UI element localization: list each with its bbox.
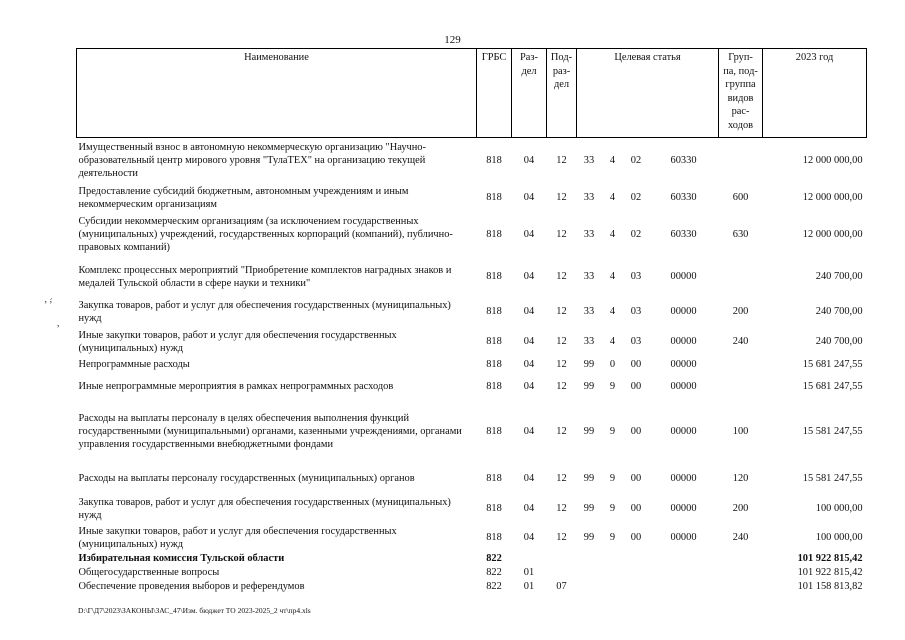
row-target-direction: 00000	[670, 306, 697, 317]
file-path-footer: D:\Г\Д7\2023\ЗАКОНЫ\ЗАС_47\Изм. бюджет ТО 2023-2025_2 чт\пр4.xls	[78, 606, 311, 615]
row-target-type	[602, 552, 624, 566]
row-sum: 101 158 813,82	[797, 581, 863, 592]
row-sum: 12 000 000,00	[802, 229, 863, 240]
row-razdel: 04	[523, 155, 535, 167]
row-podrazdel: 12	[556, 271, 567, 282]
row-name: Расходы на выплаты персоналу в целях обеспечения выполнения функций государственными (муниципальными) органами, казенными учреждениями, органами управления государственными внебюджетными фондами	[78, 413, 462, 450]
row-target-direction: 60330	[670, 155, 697, 167]
row-sum: 101 922 815,42	[797, 553, 863, 564]
table-row	[77, 356, 867, 374]
row-target-event: 03	[630, 271, 642, 282]
row-target-type: 0	[609, 359, 616, 370]
row-razdel: 04	[523, 192, 535, 203]
row-grbs: 818	[486, 381, 502, 392]
row-sum: 240 700,00	[815, 336, 863, 347]
row-razdel	[512, 552, 547, 566]
row-expense-group: 200	[732, 503, 749, 514]
row-target-type: 9	[609, 532, 616, 543]
row-razdel: 04	[523, 336, 535, 347]
row-expense-group	[719, 374, 763, 400]
row-target-direction: 60330	[670, 229, 697, 240]
row-target-type	[602, 580, 624, 594]
budget-table	[76, 48, 867, 594]
row-target-type: 4	[609, 229, 616, 240]
margin-mark: ’ ’́	[44, 300, 53, 311]
row-target-program: 99	[583, 359, 595, 370]
row-target-event: 02	[630, 229, 642, 240]
row-name: Имущественный взнос в автономную некоммерческую организацию "Научно-образовательный центр мирового уровня "ТулаТЕХ" на организацию текущей деятельности	[78, 142, 426, 180]
row-razdel: 04	[523, 359, 535, 370]
row-target-direction	[649, 566, 719, 580]
row-target-type: 4	[609, 155, 616, 167]
row-target-event: 03	[630, 336, 642, 347]
row-grbs: 818	[486, 532, 502, 543]
row-podrazdel: 07	[556, 581, 567, 592]
row-grbs: 818	[486, 359, 502, 370]
row-target-program: 99	[583, 473, 595, 484]
header-year: 2023 год	[763, 49, 867, 138]
header-podrazdel: Под- раз- дел	[547, 49, 577, 138]
row-sum: 15 681 247,55	[802, 359, 863, 370]
row-target-direction: 00000	[670, 473, 697, 484]
row-target-event	[624, 566, 649, 580]
table-row	[77, 258, 867, 296]
row-razdel: 04	[523, 271, 535, 282]
table-row	[77, 524, 867, 552]
row-target-event: 00	[630, 381, 642, 392]
row-podrazdel: 12	[556, 473, 567, 484]
row-target-direction: 00000	[670, 336, 697, 347]
row-target-direction: 60330	[670, 192, 697, 203]
row-sum: 100 000,00	[815, 503, 863, 514]
row-expense-group	[719, 138, 763, 184]
row-name: Иные закупки товаров, работ и услуг для обеспечения государственных (муниципальных) нужд	[78, 329, 397, 354]
row-razdel: 04	[523, 229, 535, 240]
row-grbs: 818	[486, 426, 502, 437]
row-target-type: 9	[609, 381, 616, 392]
row-target-direction: 00000	[670, 359, 697, 370]
row-target-program: 33	[583, 229, 595, 240]
row-grbs: 818	[486, 192, 502, 203]
row-grbs: 818	[486, 503, 502, 514]
row-target-event: 03	[630, 306, 642, 317]
page-number: 129	[444, 34, 461, 46]
row-sum: 240 700,00	[815, 306, 863, 317]
row-target-type: 9	[609, 473, 616, 484]
row-target-type: 9	[609, 503, 616, 514]
row-target-program	[577, 566, 602, 580]
row-razdel: 01	[523, 567, 535, 578]
row-target-type: 4	[609, 271, 616, 282]
row-name: Избирательная комиссия Тульской области	[78, 553, 285, 564]
table-row	[77, 580, 867, 594]
row-razdel: 04	[523, 532, 535, 543]
row-target-program: 33	[583, 306, 595, 317]
row-target-event: 00	[630, 426, 642, 437]
row-expense-group	[719, 552, 763, 566]
row-target-program: 33	[583, 336, 595, 347]
row-sum: 15 681 247,55	[802, 381, 863, 392]
row-razdel: 04	[523, 306, 535, 317]
row-target-program	[577, 580, 602, 594]
row-podrazdel	[547, 552, 577, 566]
row-name: Расходы на выплаты персоналу государственных (муниципальных) органов	[78, 473, 415, 484]
table-row	[77, 464, 867, 494]
row-name: Обеспечение проведения выборов и референдумов	[78, 581, 305, 592]
row-target-type: 4	[609, 336, 616, 347]
row-podrazdel	[547, 566, 577, 580]
row-razdel: 04	[523, 473, 535, 484]
row-target-event: 00	[630, 473, 642, 484]
row-expense-group: 100	[732, 426, 749, 437]
table-header-row	[77, 49, 867, 138]
row-target-event: 02	[630, 192, 642, 203]
row-target-event	[624, 580, 649, 594]
row-target-type: 9	[609, 426, 616, 437]
row-target-program: 33	[583, 271, 595, 282]
row-target-program: 99	[583, 503, 595, 514]
table-row	[77, 400, 867, 464]
header-expense-group: Груп- па, под- группа видов рас- ходов	[719, 49, 763, 138]
row-podrazdel: 12	[556, 503, 567, 514]
row-podrazdel: 12	[556, 306, 567, 317]
row-target-program: 99	[583, 381, 595, 392]
row-target-program	[577, 552, 602, 566]
row-expense-group	[719, 258, 763, 296]
row-target-direction: 00000	[670, 503, 697, 514]
row-target-type	[602, 566, 624, 580]
row-name: Закупка товаров, работ и услуг для обеспечения государственных (муниципальных) нужд	[78, 496, 451, 521]
row-target-program: 33	[583, 155, 595, 167]
row-target-event: 00	[630, 503, 642, 514]
row-name: Закупка товаров, работ и услуг для обеспечения государственных (муниципальных) нужд	[78, 299, 451, 324]
row-grbs: 822	[486, 553, 502, 564]
row-target-direction	[649, 552, 719, 566]
row-expense-group: 240	[732, 336, 749, 347]
row-name: Субсидии некоммерческим организациям (за исключением государственных (муниципальных) учреждений, государственных корпораций (компаний), публично-правовых компаний)	[78, 216, 453, 253]
row-razdel: 04	[523, 503, 535, 514]
row-grbs: 822	[486, 567, 502, 578]
row-grbs: 818	[486, 155, 502, 167]
margin-mark: ,	[57, 318, 60, 329]
row-name: Предоставление субсидий бюджетным, автономным учреждениям и иным некоммерческим организациям	[78, 185, 409, 210]
row-target-direction: 00000	[670, 381, 697, 392]
row-grbs: 818	[486, 271, 502, 282]
row-grbs: 818	[486, 336, 502, 347]
row-sum: 15 581 247,55	[802, 426, 863, 437]
row-target-direction: 00000	[670, 426, 697, 437]
row-target-program: 99	[583, 426, 595, 437]
row-sum: 240 700,00	[815, 271, 863, 282]
table-row	[77, 552, 867, 566]
table-row	[77, 138, 867, 184]
row-target-direction: 00000	[670, 532, 697, 543]
row-expense-group: 600	[732, 192, 749, 203]
table-row	[77, 328, 867, 356]
row-sum: 101 922 815,42	[797, 567, 863, 578]
row-grbs: 818	[486, 473, 502, 484]
row-target-direction	[649, 580, 719, 594]
row-name: Иные закупки товаров, работ и услуг для обеспечения государственных (муниципальных) нужд	[78, 525, 397, 550]
row-sum: 15 581 247,55	[802, 473, 863, 484]
header-razdel: Раз- дел	[512, 49, 547, 138]
table-row	[77, 184, 867, 212]
table-row	[77, 566, 867, 580]
row-expense-group: 240	[732, 532, 749, 543]
row-name: Комплекс процессных мероприятий "Приобретение комплектов наградных знаков и медалей Тульской области в сфере науки и техники"	[78, 264, 452, 289]
row-expense-group: 630	[732, 229, 749, 240]
row-podrazdel: 12	[556, 192, 567, 203]
row-podrazdel: 12	[556, 155, 567, 167]
row-sum: 12 000 000,00	[802, 155, 863, 167]
table-row	[77, 296, 867, 328]
table-row	[77, 212, 867, 258]
row-target-type: 4	[609, 192, 616, 203]
table-body	[77, 138, 867, 594]
row-expense-group: 200	[732, 306, 749, 317]
row-podrazdel: 12	[556, 336, 567, 347]
row-target-program: 33	[583, 192, 595, 203]
header-name: Наименование	[77, 49, 477, 138]
row-grbs: 822	[486, 581, 502, 592]
row-podrazdel: 12	[556, 381, 567, 392]
row-name: Общегосударственные вопросы	[78, 567, 220, 578]
row-sum: 12 000 000,00	[802, 192, 863, 203]
row-expense-group	[719, 580, 763, 594]
table-row	[77, 374, 867, 400]
row-sum: 100 000,00	[815, 532, 863, 543]
row-razdel: 04	[523, 381, 535, 392]
row-podrazdel: 12	[556, 532, 567, 543]
row-expense-group	[719, 356, 763, 374]
row-target-event: 00	[630, 359, 642, 370]
row-name: Иные непрограммные мероприятия в рамках непрограммных расходов	[78, 381, 394, 392]
row-grbs: 818	[486, 229, 502, 240]
row-target-direction: 00000	[670, 271, 697, 282]
header-grbs: ГРБС	[477, 49, 512, 138]
row-target-event: 02	[630, 155, 642, 167]
row-grbs: 818	[486, 306, 502, 317]
row-target-event: 00	[630, 532, 642, 543]
row-razdel: 01	[523, 581, 535, 592]
row-podrazdel: 12	[556, 426, 567, 437]
row-target-type: 4	[609, 306, 616, 317]
row-target-program: 99	[583, 532, 595, 543]
row-expense-group	[719, 566, 763, 580]
header-target-article: Целевая статья	[577, 49, 719, 138]
table-row	[77, 494, 867, 524]
row-name: Непрограммные расходы	[78, 359, 190, 370]
row-podrazdel: 12	[556, 359, 567, 370]
row-expense-group: 120	[732, 473, 749, 484]
row-razdel: 04	[523, 426, 535, 437]
row-podrazdel: 12	[556, 229, 567, 240]
row-target-event	[624, 552, 649, 566]
